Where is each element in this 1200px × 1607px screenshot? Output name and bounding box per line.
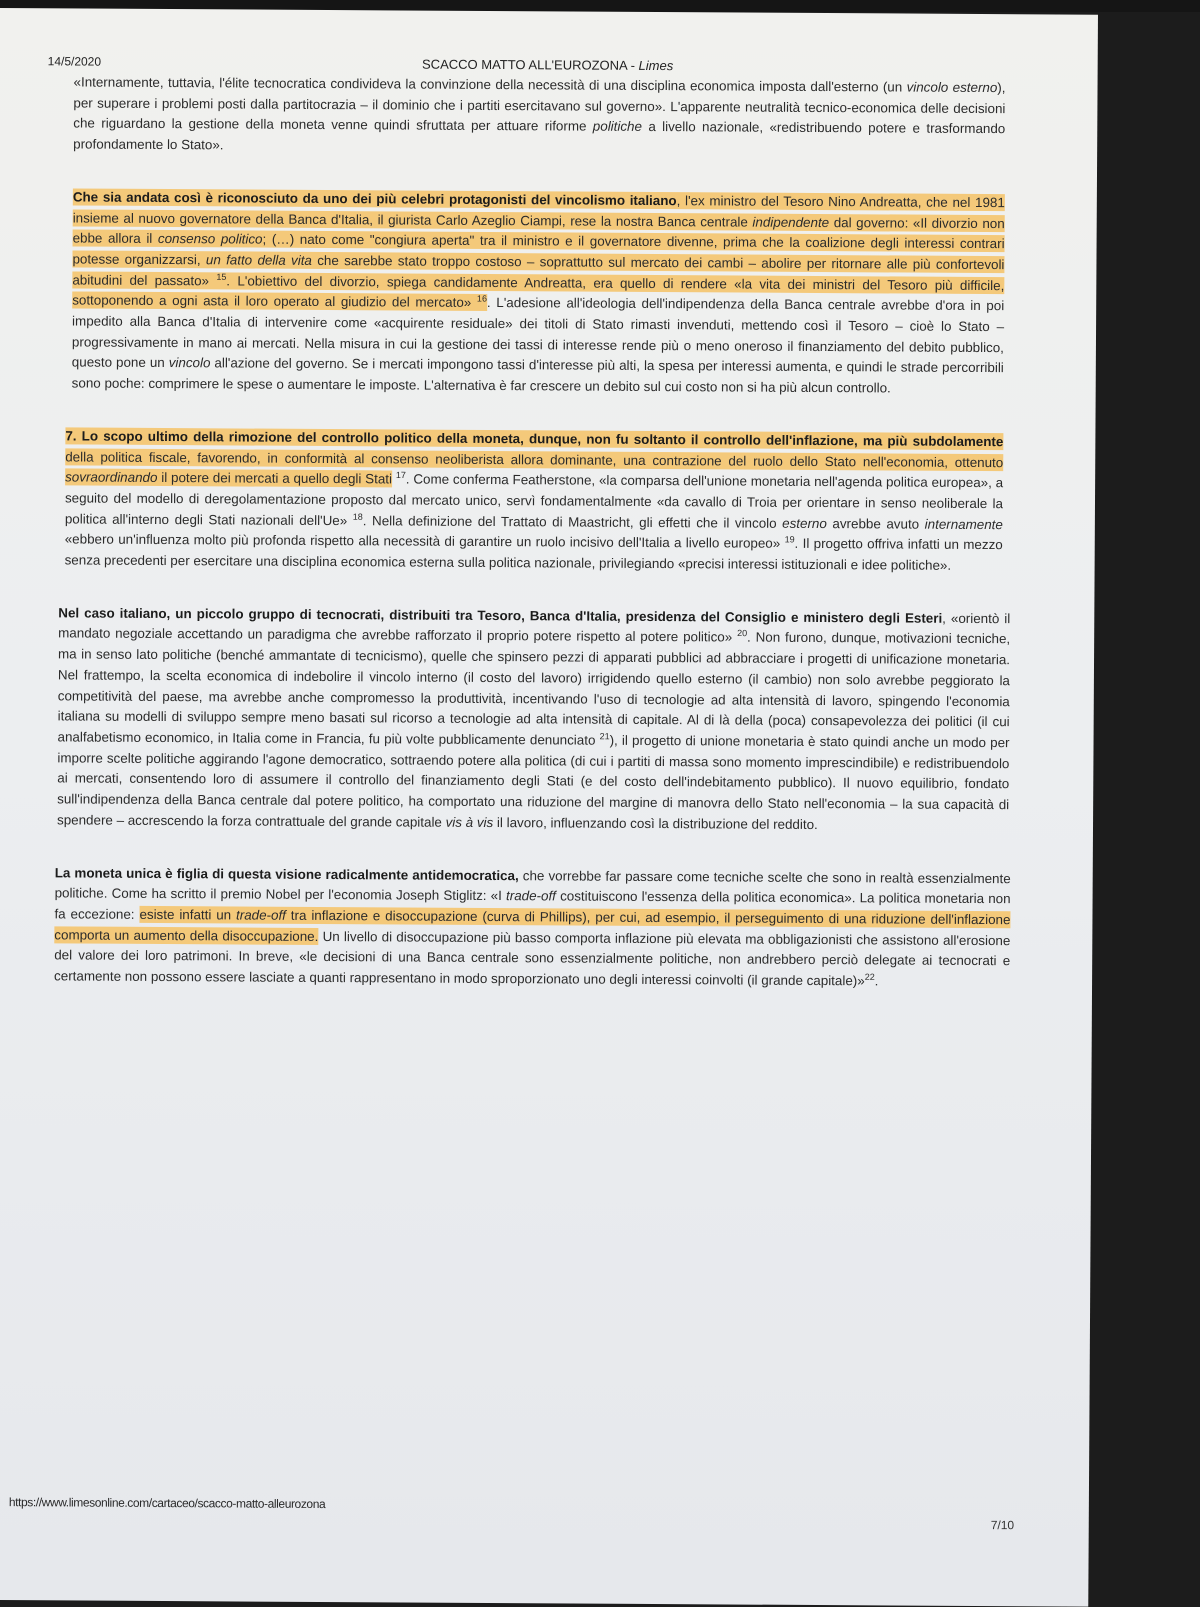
highlighted-passage: Che sia andata così è riconosciuto da uno dei più celebri protagonisti del vincolismo italiano, l'ex ministro del Tesoro Nino Andreatta, che nel 1981 insieme al nuovo governatore della Banca d'Italia, il giurista Carlo Azeglio Ciampi, rese la nostra Banca centrale indipendente dal governo: «Il divorzio non ebbe allora il consenso politico; (…) nato come "congiura aperta" tra il ministro e il governatore divenne, prima che la coalizione degli interessi contrari potesse organizzarsi, un fatto della vita che sarebbe stato troppo costoso – soprattutto sul mercato dei cambi – abolire per ritornare alle più confortevoli abitudini del passato» $^{15}$. L'obiettivo del divorzio, spiega candidamente Andreatta, era quello di rendere «la vita dei ministri del Tesoro più difficile, sottoponendo a ogni asta il loro operato al giudizio del mercato» $^{16}$ (72, 189, 1005, 311)
paragraph-3: 7. Lo scopo ultimo della rimozione del controllo politico della moneta, dunque, non fu soltanto il controllo dell'inflazione, ma più subdolamente della politica fiscale, favorendo, in conformità al consenso neoliberista allora dominante, una contrazione del ruolo dello Stato nell'economia, ottenuto sovraordinando il potere dei mercati a quello degli Stati $^{17}$. Come conferma Featherstone, «la comparsa dell'unione monetaria nell'agenda politica europea», a seguito del modello di deregolamentazione proposto dal mercato unico, servì fondamentalmente «da cavallo di Troia per orientare in senso neoliberale la politica all'interno degli Stati nazionali dell'Ue» $^{18}$. Nella definizione del Trattato di Maastricht, gli effetti che il vincolo esterno avrebbe avuto internamente «ebbero un'influenza molto più profonda rispetto alla necessità di garantire un ruolo incisivo dell'Italia a livello europeo» $^{19}$. Il progetto offriva infatti un mezzo senza precedenti per esercitare una disciplina economica esterna sulla politica nazionale, privilegiando «precisi interessi istituzionali e idee politiche». (64, 428, 1004, 573)
page-number: 7/10 (990, 1518, 1015, 1533)
footnote-ref: 19 (784, 534, 795, 545)
footnote-ref: 17 (395, 470, 406, 481)
paragraph-1: «Internamente, tuttavia, l'élite tecnocratica condivideva la convinzione della necessità di una disciplina economica imposta dall'esterno (un vincolo esterno), per superare i problemi posti dalla partitocrazia – il dominio che i partiti esercitavano sul governo». L'apparente neutralità tecnico-economica delle decisioni che riguardano la gestione della moneta venne quindi sfruttata per attuare riforme politiche a livello nazionale, «redistribuendo potere e trasformando profondamente lo Stato». (73, 74, 1006, 153)
paragraph-5: La moneta unica è figlia di questa visione radicalmente antidemocratica, che vorrebbe far passare come tecniche scelte che sono in realtà essenzialmente politiche. Come ha scritto il premio Nobel per l'economia Joseph Stiglitz: «I trade-off costituiscono l'essenza della politica economica». La politica monetaria non fa eccezione: esiste infatti un trade-off tra inflazione e disoccupazione (curva di Phillips), per cui, ad esempio, il perseguimento di una riduzione dell'inflazione comporta un aumento della disoccupazione. Un livello di disoccupazione più basso comporta inflazione più elevata ma obbligazionisti che assistono all'erosione del valore dei loro patrimoni. In breve, «le decisioni di una Banca centrale sono essenzialmente politiche, non andrebbero perciò delegate ai tecnocrati e certamente non possono essere lasciate a quanti rappresentano in modo sproporzionato uno degli interessi coinvolti (il grande capitale)»$^{22}$. (54, 864, 1011, 989)
footnote-ref: 20 (737, 628, 748, 639)
highlighted-passage: 7. Lo scopo ultimo della rimozione del controllo politico della moneta, dunque, non fu soltanto il controllo dell'inflazione, ma più subdolamente della politica fiscale, favorendo, in conformità al consenso neoliberista allora dominante, una contrazione del ruolo dello Stato nell'economia, ottenuto sovraordinando il potere dei mercati a quello degli Stati (65, 428, 1004, 487)
printed-page (0, 8, 1098, 1607)
page-title: SCACCO MATTO ALL'EUROZONA - Limes (421, 56, 674, 74)
footnote-ref: 15 (216, 271, 227, 282)
footnote-ref: 18 (352, 511, 363, 522)
highlighted-passage: esiste infatti un trade-off tra inflazione e disoccupazione (curva di Phillips), per cui, ad esempio, il perseguimento di una riduzione dell'inflazione comporta un aumento della disoccupazione. (54, 906, 1011, 944)
print-date: 14/5/2020 (47, 54, 102, 69)
paragraph-2: Che sia andata così è riconosciuto da uno dei più celebri protagonisti del vincolismo italiano, l'ex ministro del Tesoro Nino Andreatta, che nel 1981 insieme al nuovo governatore della Banca d'Italia, il giurista Carlo Azeglio Ciampi, rese la nostra Banca centrale indipendente dal governo: «Il divorzio non ebbe allora il consenso politico; (…) nato come "congiura aperta" tra il ministro e il governatore divenne, prima che la coalizione degli interessi contrari potesse organizzarsi, un fatto della vita che sarebbe stato troppo costoso – soprattutto sul mercato dei cambi – abolire per ritornare alle più confortevoli abitudini del passato» $^{15}$. L'obiettivo del divorzio, spiega candidamente Andreatta, era quello di rendere «la vita dei ministri del Tesoro più difficile, sottoponendo a ogni asta il loro operato al giudizio del mercato» $^{16}$. L'adesione all'ideologia dell'indipendenza della Banca centrale avrebbe d'ora in poi impedito alla Banca d'Italia di intervenire come «acquirente residuale» dei titoli di Stato rimasti invenduti, mettendo così il Tesoro – cioè lo Stato – progressivamente in mano ai mercati. Nella misura in cui la gestione dei tassi di interesse rende più o meno oneroso il finanziamento del debito pubblico, questo pone un vincolo all'azione del governo. Se i mercati impongono tassi d'interesse più alti, la spesa per interessi aumenta, e quindi le strade percorribili sono poche: comprimere le spese o aumentare le imposte. L'alternativa è far crescere un debito sul cui costo non si ha più alcun controllo. (71, 189, 1005, 396)
source-url: https://www.limesonline.com/cartaceo/scacco-matto-alleurozona (8, 1495, 326, 1512)
article-body (54, 72, 1011, 1024)
footnote-ref: 16 (476, 293, 487, 304)
footnote-ref: 21 (599, 731, 610, 742)
paragraph-4: Nel caso italiano, un piccolo gruppo di tecnocrati, distribuiti tra Tesoro, Banca d'Italia, presidenza del Consiglio e ministero degli Esteri, «orientò il mandato negoziale accettando un paradigma che avrebbe rafforzato il proprio potere rispetto al potere politico» $^{20}$. Non furono, dunque, motivazioni tecniche, ma in senso lato politiche (benché ammantate di tecnicismo), quelle che spinsero pezzi di apparati pubblici ad abbracciare i progetti di unificazione monetaria. Nel frattempo, la scelta economica di indebolire il vincolo interno (il costo del lavoro) irrigidendo quello esterno (il cambio) non solo avrebbe peggiorato la competitività del paese, ma avrebbe anche compromesso la produttività, incentivando l'uso di tecnologie ad alta intensità di lavoro, spingendo l'economia italiana su modelli di sviluppo sempre meno basati sul ricorso a tecnologie ad alta intensità di capitale. Al di là della (poca) consapevolezza dei politici (il cui analfabetismo economico, in Italia come in Francia, fu più volte pubblicamente denunciato $^{21}$), il progetto di unione monetaria è stato quindi anche un modo per imporre scelte politiche aggirando l'agone democratico, sottraendo potere alla politica (di cui i partiti di massa sono momento imprescindibile) e redistribuendolo ai mercati, consentendo loro di assumere il controllo del finanziamento degli Stati (e del costo dell'indebitamento pubblico). Il nuovo equilibrio, fondato sull'indipendenza della Banca centrale dal potere politico, ha comportato una riduzione del margine di manovra dello Stato nell'economia – la sua capacità di spendere – accrescendo la forza contrattuale del grande capitale vis à vis il lavoro, influenzando così la distribuzione del reddito. (56, 605, 1011, 832)
footnote-ref: 22 (864, 971, 875, 982)
